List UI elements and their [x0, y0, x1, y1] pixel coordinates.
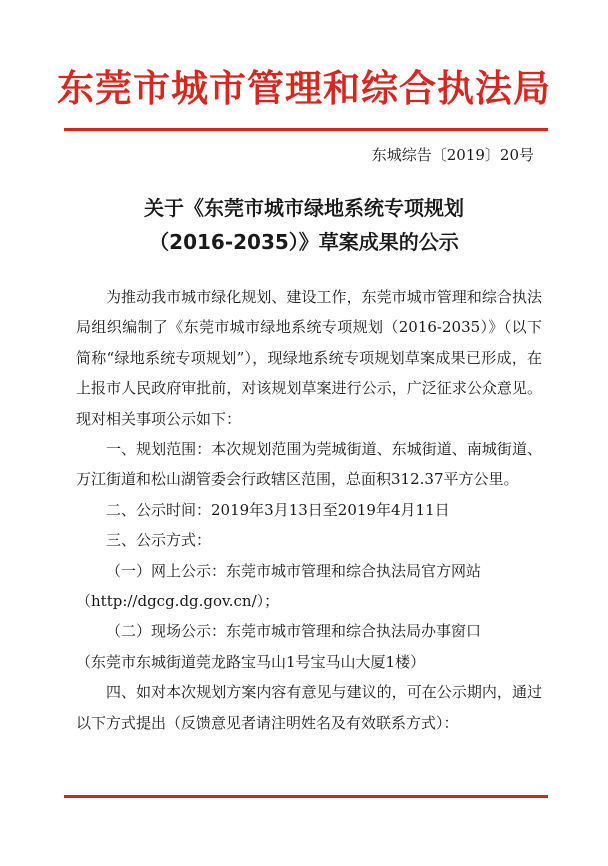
title-line-2: （2016-2035）》草案成果的公示 [149, 230, 459, 254]
paragraph-feedback: 四、如对本次规划方案内容有意见与建议的，可在公示期内，通过以下方式提出（反馈意见者请注明姓名及有效联系方式）： [76, 683, 542, 732]
document-body [76, 282, 542, 738]
paragraph-intro: 为推动我市城市绿化规划、建设工作，东莞市城市管理和综合执法局组织编制了《东莞市城市绿地系统专项规划（2016-2035）》（以下简称“绿地系统专项规划”），现绿地系统专项规划草案成果已形成，在上报市人民政府审批前，对该规划草案进行公示，广泛征求公众意见。现对相关事项公示如下： [76, 288, 542, 428]
paragraph-period: 二、公示时间：2019年3月13日至2019年4月11日 [106, 500, 450, 519]
footer-red-rule [64, 795, 548, 798]
masthead-red-rule [64, 128, 548, 131]
paragraph-online-notice: （一）网上公示：东莞市城市管理和综合执法局官方网站 [106, 561, 482, 580]
paragraph-website-url: （http://dgcg.dg.gov.cn/）； [76, 592, 280, 611]
masthead-title: 东莞市城市管理和综合执法局 [57, 66, 551, 110]
document-number: 东城综告〔2019〕20号 [371, 146, 534, 164]
paragraph-onsite-address: （东莞市东城街道莞龙路宝马山1号宝马山大厦1楼） [76, 652, 426, 671]
paragraph-method-heading: 三、公示方式： [106, 531, 212, 550]
paragraph-scope: 一、规划范围：本次规划范围为莞城街道、东城街道、南城街道、万江街道和松山湖管委会行政辖区范围，总面积312.37平方公里。 [76, 440, 542, 489]
title-line-1: 关于《东莞市城市绿地系统专项规划 [144, 196, 464, 220]
paragraph-onsite-notice: （二）现场公示：东莞市城市管理和综合执法局办事窗口 [106, 622, 482, 641]
document-title [0, 191, 608, 259]
